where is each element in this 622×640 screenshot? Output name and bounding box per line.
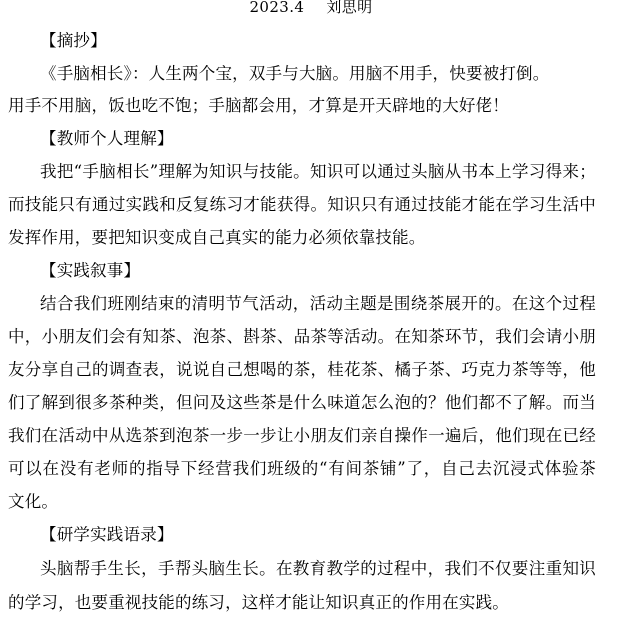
document-header (0, 0, 622, 24)
narrative-line-5: 我们在活动中从选茶到泡茶一步一步让小朋友们亲自操作一遍后，他们现在已经 (8, 426, 596, 445)
understanding-line-3: 发挥作用，要把知识变成自己真实的能力必须依靠技能。 (8, 228, 426, 247)
heading-understanding: 【教师个人理解】 (40, 129, 174, 148)
narrative-line-3: 友分享自己的调查表，说说自己想喝的茶，桂花茶、橘子茶、巧克力茶等等，他 (8, 360, 596, 379)
narrative-line-4: 们了解到很多茶种类，但问及这些茶是什么味道怎么泡的？他们都不了解。而当 (8, 393, 596, 412)
narrative-line-1: 结合我们班刚结束的清明节气活动，活动主题是围绕茶展开的。在这个过程 (40, 294, 596, 313)
quote-line-1: 头脑帮手生长，手帮头脑生长。在教育教学的过程中，我们不仅要注重知识 (40, 559, 596, 578)
quote-line-2: 的学习，也要重视技能的练习，这样才能让知识真正的作用在实践。 (8, 593, 509, 612)
understanding-line-1: 我把“手脑相长”理解为知识与技能。知识可以通过头脑从书本上学习得来； (40, 162, 596, 181)
heading-excerpt: 【摘抄】 (40, 31, 107, 50)
header-author: 刘思明 (326, 0, 373, 16)
heading-narrative: 【实践叙事】 (40, 261, 141, 280)
header-date: 2023.4 (249, 0, 305, 16)
heading-quote: 【研学实践语录】 (40, 525, 174, 544)
excerpt-line-1: 《手脑相长》：人生两个宝，双手与大脑。用脑不用手，快要被打倒。 (40, 64, 550, 83)
narrative-line-2: 中，小朋友们会有知茶、泡茶、斟茶、品茶等活动。在知茶环节，我们会请小朋 (8, 327, 596, 346)
narrative-line-6: 可以在没有老师的指导下经营我们班级的“有间茶铺”了，自己去沉浸式体验茶 (8, 459, 596, 478)
understanding-line-2: 而技能只有通过实践和反复练习才能获得。知识只有通过技能才能在学习生活中 (8, 195, 596, 214)
excerpt-line-2: 用手不用脑，饭也吃不饱；手脑都会用，才算是开天辟地的大好佬！ (8, 96, 509, 115)
narrative-line-7: 文化。 (8, 492, 59, 511)
